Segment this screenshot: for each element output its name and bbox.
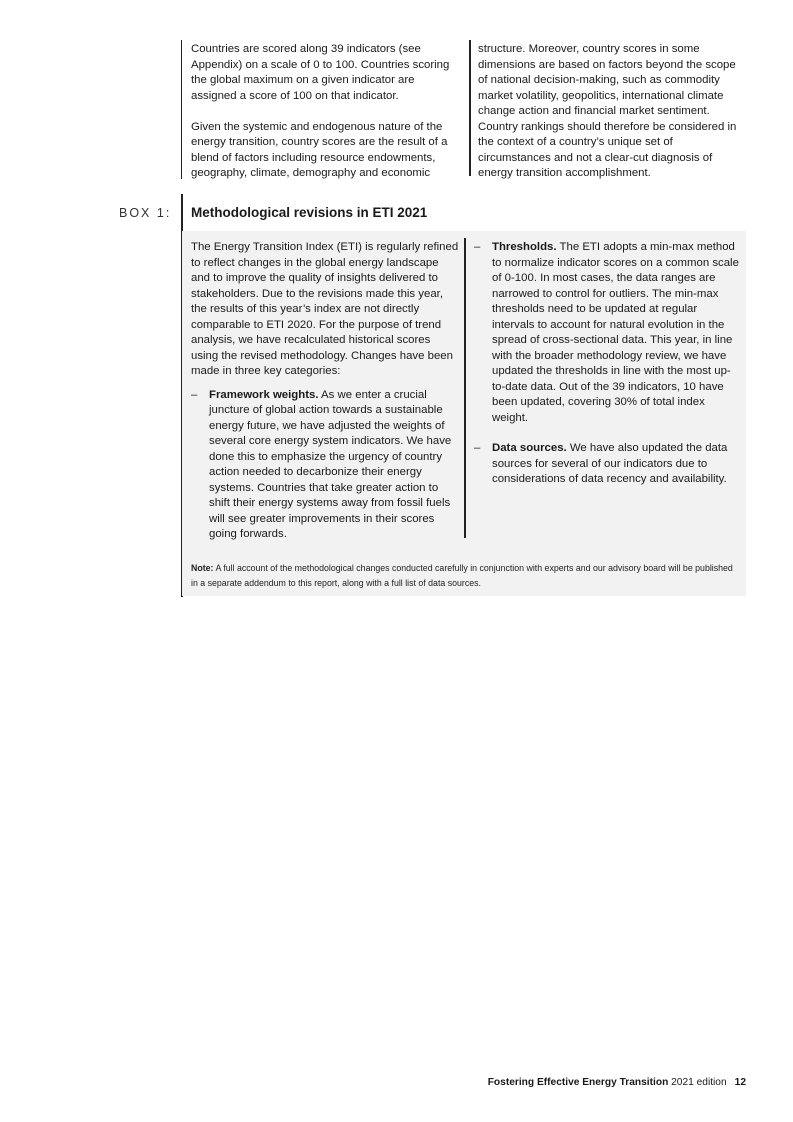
intro-left-column bbox=[191, 42, 461, 197]
bullet-thresholds bbox=[474, 240, 740, 426]
bullet-data-sources bbox=[474, 441, 740, 488]
intro-paragraph: structure. Moreover, country scores in some dimensions are based on factors beyond the scope of national decision-making, such as commodity market volatility, geopolitics, international climate change action and financial market sentiment. Country rankings should therefore be considered in the context of a country’s unique set of circumstances and not a clear-cut diagnosis of energy transition accomplishment. bbox=[478, 43, 737, 179]
bullet-dash: – bbox=[474, 241, 481, 253]
note-label: Note: bbox=[191, 563, 214, 573]
page-number: 12 bbox=[734, 1077, 746, 1088]
box-note bbox=[191, 561, 741, 590]
bullet-text: The ETI adopts a min-max method to normalize indicator scores on a common scale of 0-100. In most cases, the data ranges are narrowed to control for outliers. The min-max thresholds need to be updated at regular intervals to account for natural evolution in the spread of cross-sectional data. This year, in line with the broader methodology review, we have updated the thresholds in line with the most up-to-date data. Out of the 39 indicators, 10 have been updated, covering 30% of total index weight. bbox=[492, 241, 739, 424]
bullet-text: We have also updated the data sources for several of our indicators due to considerations of data recency and availability. bbox=[492, 442, 728, 485]
intro-paragraph: Given the systemic and endogenous nature of the energy transition, country scores are the result of a blend of factors including resource endowments, geography, climate, demography and economic bbox=[191, 120, 448, 179]
box-right-column bbox=[474, 240, 740, 503]
box-left-column bbox=[191, 240, 459, 558]
box-intro-paragraph: The Energy Transition Index (ETI) is regularly refined to reflect changes in the global energy landscape and to improve the quality of insights delivered to stakeholders. Due to the revisions made this year, the results of this year’s index are not directly comparable to ETI 2020. For the purpose of trend analysis, we have recalculated historical scores using the revised methodology. Changes have been made in three key categories: bbox=[191, 241, 459, 377]
footer-edition: 2021 edition bbox=[668, 1077, 727, 1088]
bullet-dash: – bbox=[191, 388, 198, 401]
box-title: Methodological revisions in ETI 2021 bbox=[191, 205, 428, 220]
page-footer bbox=[488, 1077, 746, 1088]
note-text: A full account of the methodological changes conducted carefully in conjunction with experts and our advisory board will be published in a separate addendum to this report, along with a full list of data sources. bbox=[191, 563, 733, 588]
column-divider bbox=[469, 40, 471, 176]
box-label: BOX 1: bbox=[119, 206, 172, 220]
intro-paragraph: Countries are scored along 39 indicators (see Appendix) on a scale of 0 to 100. Countries scoring the global maximum on a given indicator are assigned a score of 100 on that indicator. bbox=[191, 43, 450, 102]
bullet-heading: Framework weights. bbox=[209, 388, 319, 401]
intro-right-column bbox=[478, 42, 746, 197]
bullet-heading: Thresholds. bbox=[492, 241, 557, 253]
column-divider bbox=[464, 238, 466, 538]
intro-section bbox=[181, 40, 747, 179]
bullet-dash: – bbox=[474, 442, 481, 454]
bullet-text: As we enter a crucial juncture of global action towards a sustainable energy future, we have adjusted the weights of several core energy system indicators. We have done this to emphasize the urgency of country action needed to decarbonize their energy systems. Countries that take greater action to shift their energy systems away from fossil fuels will see greater improvements in their scores going forwards. bbox=[209, 388, 452, 540]
bullet-heading: Data sources. bbox=[492, 442, 567, 454]
footer-report-title: Fostering Effective Energy Transition bbox=[487, 1077, 669, 1088]
bullet-framework-weights bbox=[191, 388, 459, 543]
